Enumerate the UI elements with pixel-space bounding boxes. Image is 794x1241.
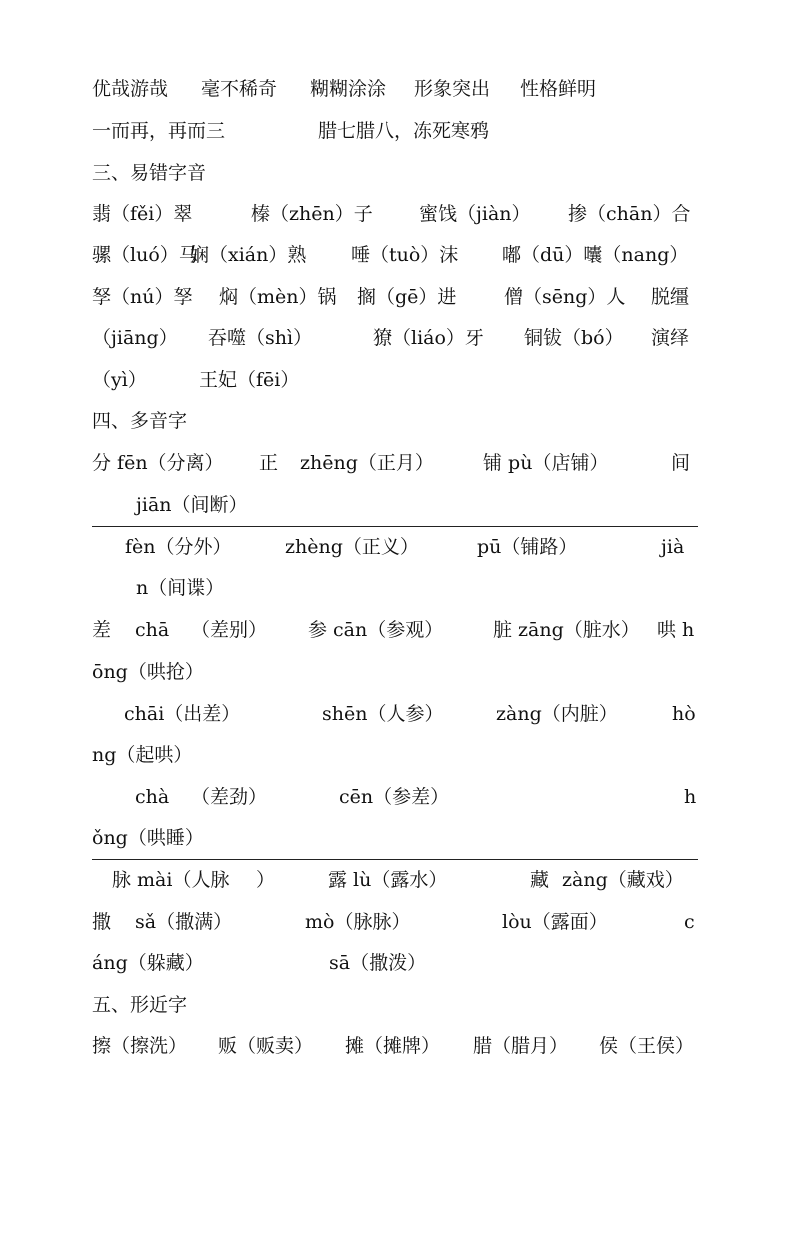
idiom: 腊七腊八，冻死寒鸦 [318,120,490,142]
polyphone-item: shēn（人参） [322,703,444,725]
polyphone-row [92,573,225,603]
pronunciation-row [92,199,691,229]
polyphone-row [92,657,204,687]
polyphone-item: 分 fēn（分离） [92,452,224,474]
polyphone-item: ōng（哄抢） [92,661,204,683]
pronunciation-item: 铜钹（bó） [524,327,624,349]
section-heading: 五、形近字 [92,994,188,1016]
polyphone-item: 脉 mài（人脉 [112,869,230,891]
polyphone-item: pū（铺路） [477,536,578,558]
polyphone-item: h [684,786,697,808]
pronunciation-item: 嘟（dū）囔（nang） [502,244,689,266]
similar-char-item: 侯（王侯） [599,1035,695,1057]
polyphone-item: hò [672,703,696,725]
polyphone-item: ） [256,869,276,891]
pronunciation-item: 吞噬（shì） [208,327,313,349]
polyphone-item: 差 [92,619,112,641]
similar-char-item: 贩（贩卖） [218,1035,314,1057]
polyphone-item: lòu（露面） [502,911,608,933]
pronunciation-item: 翡（fěi）翠 [92,203,193,225]
pronunciation-item: 演绎 [651,327,690,349]
polyphone-item: zhèng（正义） [285,536,419,558]
polyphone-row [92,615,695,645]
pronunciation-item: 僧（sēng）人 [504,286,626,308]
polyphone-item: 间 [671,452,691,474]
idioms-line-2 [92,116,490,146]
polyphone-row [92,865,684,895]
polyphone-item: 铺 pù（店铺） [483,452,609,474]
pronunciation-item: 蜜饯（jiàn） [419,203,531,225]
idiom: 毫不稀奇 [201,78,278,100]
idiom: 形象突出 [414,78,491,100]
idiom: 优哉游哉 [92,78,169,100]
pronunciation-row [92,240,689,270]
pronunciation-row [92,365,300,395]
polyphone-row [92,490,248,520]
polyphone-item: c [684,911,695,933]
pronunciation-item: 娴（xián）熟 [190,244,307,266]
polyphone-item: sā（撒泼） [329,952,427,974]
polyphone-item: chāi（出差） [124,703,241,725]
polyphone-item: cēn（参差） [339,786,450,808]
polyphone-item: fèn（分外） [125,536,232,558]
polyphone-item: 脏 zāng（脏水） [493,619,640,641]
polyphone-item: 露 lù（露水） [328,869,448,891]
polyphone-item: sǎ（撒满） [135,911,233,933]
pronunciation-item: 唾（tuò）沫 [351,244,459,266]
pronunciation-row [92,282,690,312]
polyphone-item: （差劲） [191,786,268,808]
polyphone-item: n（间谍） [136,577,225,599]
similar-char-item: 腊（腊月） [473,1035,569,1057]
polyphone-item: 撒 [92,911,112,933]
polyphone-row [92,782,697,812]
polyphone-item: 正 [259,452,279,474]
polyphone-item: zàng（内脏） [496,703,618,725]
similar-char-row [92,1031,695,1061]
polyphone-row [92,948,427,978]
pronunciation-row [92,323,690,353]
pronunciation-item: 王妃（fēi） [199,369,300,391]
polyphone-item: jiān（间断） [136,494,248,516]
polyphone-item: chà [135,786,170,808]
pronunciation-item: 脱缰 [651,286,690,308]
polyphone-item: jià [661,536,685,558]
polyphone-item: 藏 [530,869,550,891]
similar-char-item: 擦（擦洗） [92,1035,188,1057]
polyphone-item: zàng（藏戏） [562,869,684,891]
pronunciation-item: （yì） [92,369,147,391]
idiom: 糊糊涂涂 [310,78,387,100]
polyphone-row [92,740,193,770]
polyphone-item: chā [135,619,170,641]
divider-line [92,526,698,527]
polyphone-row [92,532,685,562]
pronunciation-item: 搁（gē）进 [357,286,457,308]
polyphone-row [92,823,204,853]
polyphone-row [92,448,691,478]
pronunciation-item: 骡（luó）马 [92,244,198,266]
polyphone-item: áng（躲藏） [92,952,204,974]
polyphone-item: ǒng（哄睡） [92,827,204,849]
polyphone-row [92,907,695,937]
divider-line [92,859,698,860]
idiom: 性格鲜明 [520,78,597,100]
pronunciation-item: 掺（chān）合 [568,203,691,225]
polyphone-item: （差别） [191,619,268,641]
pronunciation-item: 榛（zhēn）子 [251,203,373,225]
polyphone-item: 哄 h [657,619,695,641]
polyphone-item: ng（起哄） [92,744,193,766]
polyphone-row [92,699,696,729]
section-heading: 三、易错字音 [92,162,207,184]
pronunciation-item: 獠（liáo）牙 [373,327,484,349]
similar-char-item: 摊（摊牌） [345,1035,441,1057]
polyphone-item: zhēng（正月） [300,452,434,474]
pronunciation-item: 焖（mèn）锅 [219,286,337,308]
polyphone-item: 参 cān（参观） [308,619,444,641]
pronunciation-item: 孥（nú）孥 [92,286,193,308]
idioms-line-1 [92,74,597,104]
idiom: 一而再，再而三 [92,120,226,142]
pronunciation-item: （jiāng） [92,327,178,349]
polyphone-item: mò（脉脉） [305,911,411,933]
section-heading: 四、多音字 [92,410,188,432]
